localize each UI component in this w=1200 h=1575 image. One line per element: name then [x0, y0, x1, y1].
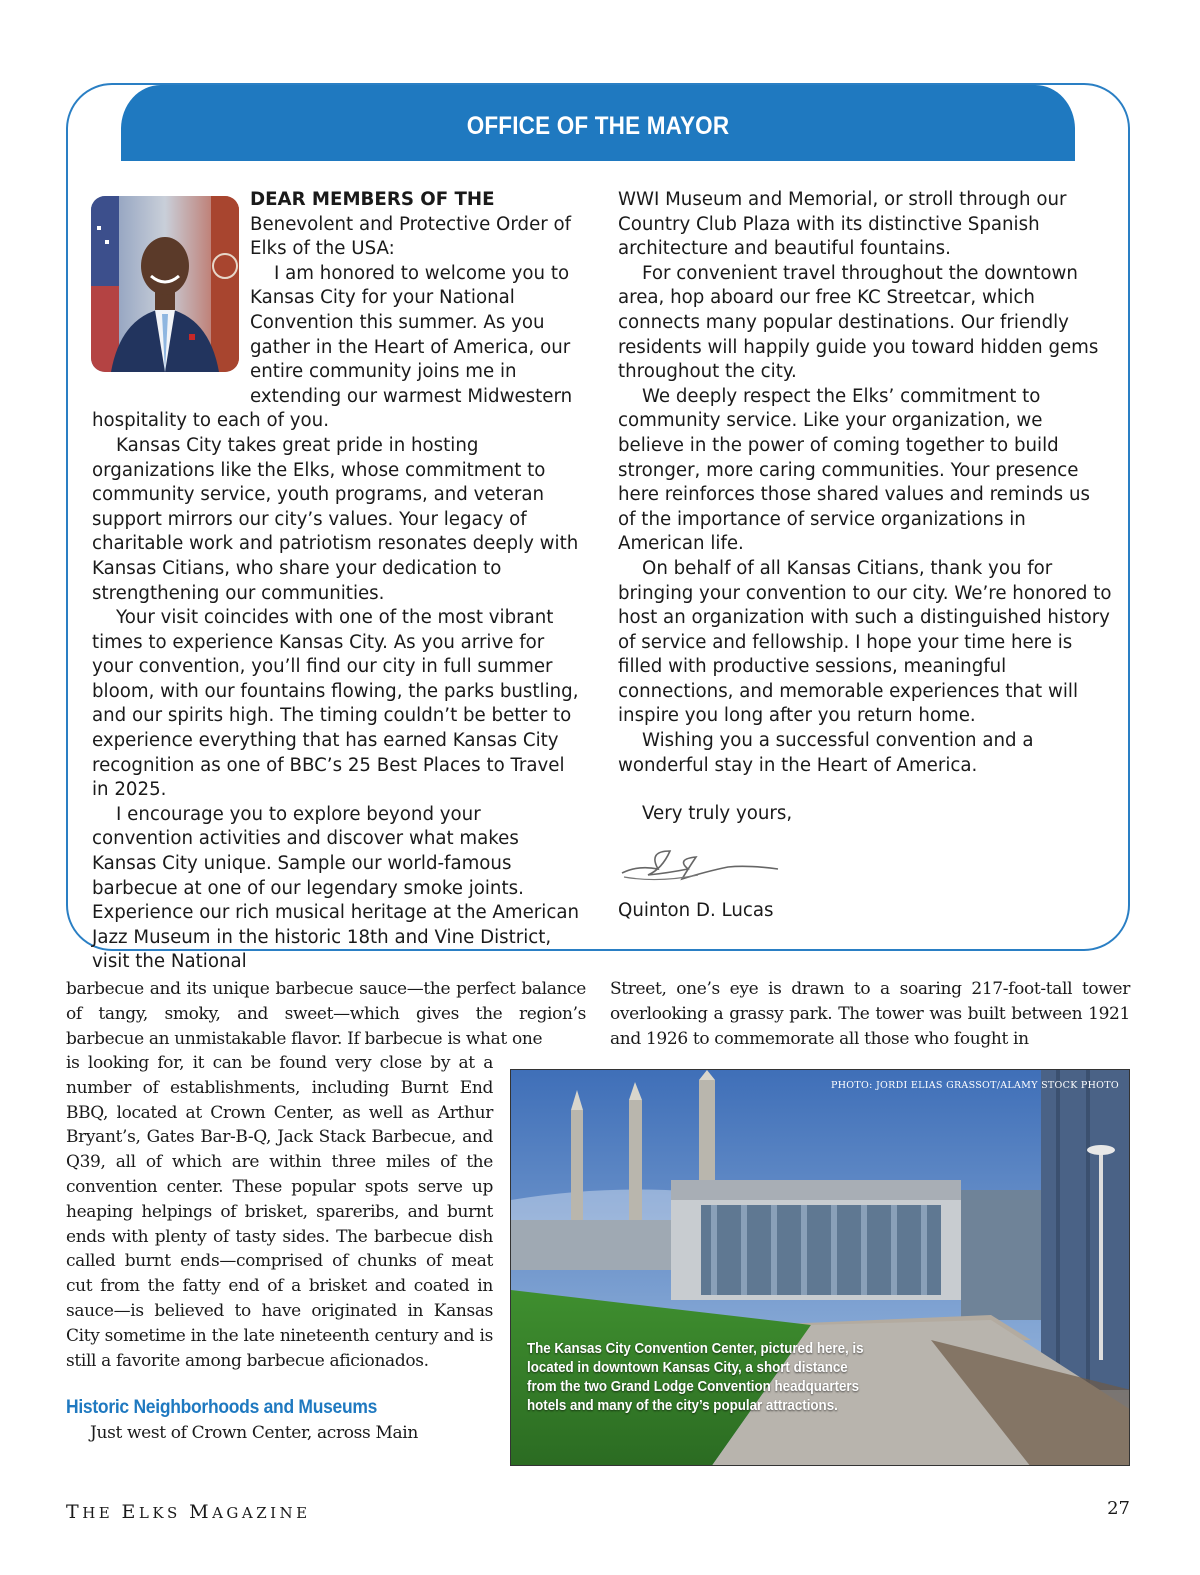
letter-paragraph: Kansas City takes great pride in hosting organizations like the Elks, whose commitment to community service, youth programs, and veteran support mirrors our city’s values. Your legacy of charitable work and patriotism resonates deeply with Kansas Citians, who share your dedication to strengthening our communities.	[92, 434, 579, 604]
page-number: 27	[1107, 1498, 1130, 1519]
letter-signer: Quinton D. Lucas	[618, 899, 774, 921]
letter-paragraph: I encourage you to explore beyond your convention activities and discover what makes Kansas City unique. Sample our world-famous barbecue at one of our legendary smoke joints. Experience our rich musical heritage at the American Jazz Museum in the historic 18th and Vine District, visit the National	[92, 803, 579, 973]
salutation: DEAR MEMBERS OF THE Benevolent and Protective Order of Elks of the USA:	[250, 189, 572, 260]
mayor-letter-box	[66, 83, 1130, 973]
letter-closing: Very truly yours,	[642, 803, 793, 825]
signature-image	[618, 839, 783, 889]
letter-paragraph: Your visit coincides with one of the most vibrant times to experience Kansas City. As you arrive for your convention, you’ll find our city in full summer bloom, with our fountains flowing, the parks bustling, and our spirits high. The timing couldn’t be better to experience everything that has earned Kansas City recognition as one of BBC’s 25 Best Places to Travel in 2025.	[92, 607, 579, 801]
article-left-narrow: is looking for, it can be found very close by at a number of establishments, including Burnt End BBQ, located at Crown Center, as well as Arthur Bryant’s, Gates Bar-B-Q, Jack Stack Barbecue, and Q39, all of which are within three miles of the convention center. These popular spots serve up heaping helpings of brisket, spareribs, and burnt ends with plenty of tasty sides. The barbecue dish called burnt ends—comprised of chunks of meat cut from the fatty end of a brisket and coated in sauce—is believed to have originated in Kansas City sometime in the late nineteenth century and is still a favorite among barbecue aficionados. Historic Neighborhoods and Museums Just west of Crown Center, across Main	[66, 1051, 493, 1446]
letter-paragraph: WWI Museum and Memorial, or stroll through our Country Club Plaza with its distinctive Spanish architecture and beautiful fountains.	[618, 189, 1067, 260]
article-right-top: Street, one’s eye is drawn to a soaring 217-foot-tall tower overlooking a grassy park. The tower was built between 1921 and 1926 to commemorate all those who fought in	[610, 979, 1130, 1049]
letter-paragraph: Wishing you a successful convention and a wonderful stay in the Heart of America.	[618, 730, 1034, 776]
photo-credit: PHOTO: JORDI ELIAS GRASSOT/ALAMY STOCK PHOTO	[831, 1080, 1119, 1091]
article-left-top: barbecue and its unique barbecue sauce—the perfect balance of tangy, smoky, and sweet—which gives the region’s barbecue an unmistakable flavor. If barbecue is what one	[66, 979, 586, 1049]
mayor-box-title: OFFICE OF THE MAYOR	[121, 85, 1075, 161]
magazine-name: THE ELKS MAGAZINE	[66, 1501, 311, 1523]
letter-right-column	[618, 188, 1113, 923]
letter-paragraph: On behalf of all Kansas Citians, thank you for bringing your convention to our city. We’re honored to host an organization with such a distinguished history of service and fellowship. I hope your time here is filled with productive sessions, meaningful connections, and memorable experiences that will inspire you long after you return home.	[618, 557, 1112, 727]
section-start: Just west of Crown Center, across Main	[90, 1423, 418, 1444]
convention-center-photo	[510, 1069, 1130, 1466]
letter-paragraph: I am honored to welcome you to Kansas City for your National Convention this summer. As you gather in the Heart of America, our entire community joins me in extending our warmest Midwestern hospitality to each of you.	[92, 262, 573, 432]
mayor-portrait	[91, 196, 239, 372]
letter-paragraph: For convenient travel throughout the downtown area, hop aboard our free KC Streetcar, which connects many popular destinations. Our friendly residents will happily guide you toward hidden gems throughout the city.	[618, 262, 1099, 383]
photo-caption: The Kansas City Convention Center, pictured here, is located in downtown Kansas City, a short distance from the two Grand Lodge Convention headquarters hotels and many of the city’s popular attractions.	[527, 1341, 864, 1414]
letter-paragraph: We deeply respect the Elks’ commitment to community service. Like your organization, we believe in the power of coming together to build stronger, more caring communities. Your presence here reinforces those shared values and reminds us of the importance of service organizations in American life.	[618, 385, 1090, 555]
section-heading: Historic Neighborhoods and Museums	[66, 1397, 378, 1419]
